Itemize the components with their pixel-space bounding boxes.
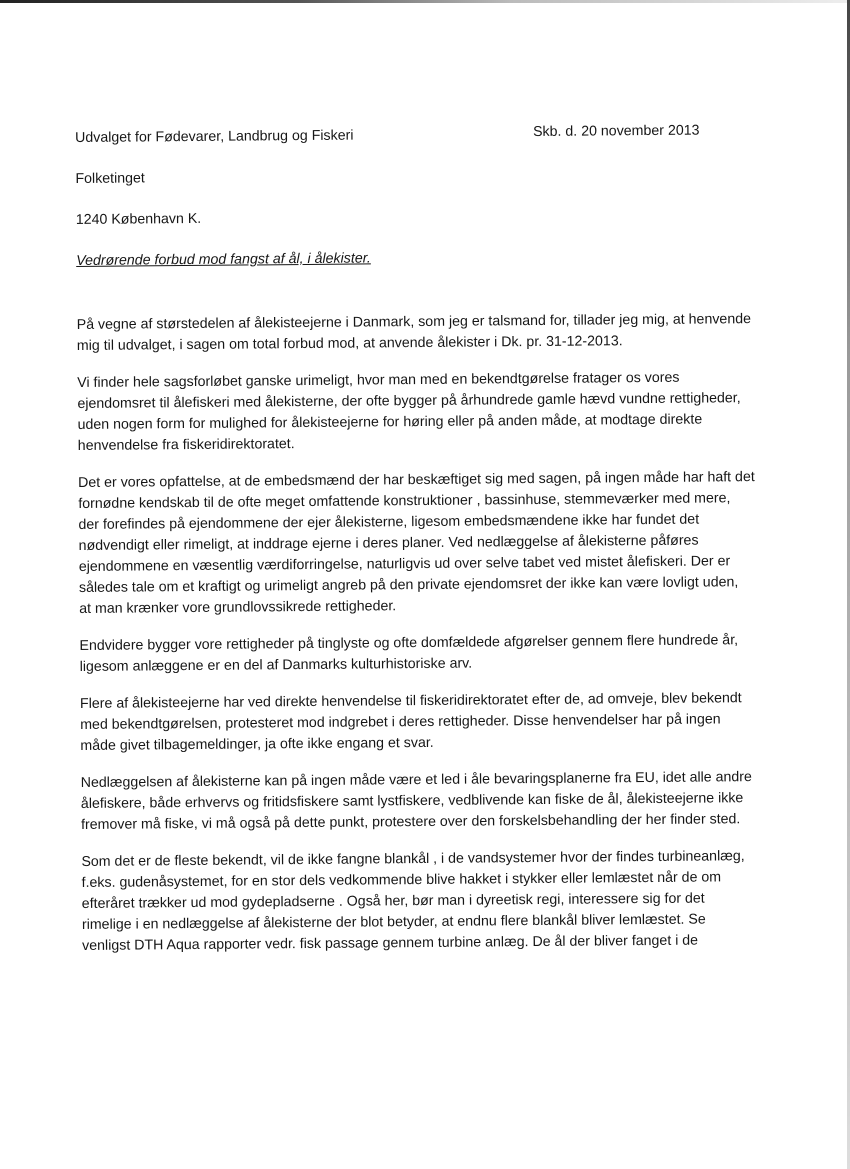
text-line: Som det er de fleste bekendt, vil de ikke fangne blankål , i de vandsystemer hvor der findes turbineanlæg, [81, 848, 745, 870]
text-line: Flere af ålekisteejerne har ved direkte henvendelse til fiskeridirektoratet efter de, ad omveje, blev bekendt [79, 690, 742, 712]
text-line: På vegne af størstedelen af ålekisteejerne i Danmark, som jeg er talsmand for, tillader jeg mig, at henvende [76, 311, 752, 333]
paragraph-4 [79, 630, 779, 678]
paragraph-6 [81, 767, 782, 836]
text-line: således tale om et kraftigt og urimeligt angreb på den private ejendomsret der ikke kan være lovligt uden, [78, 574, 739, 596]
text-line: fornødne kendskab til de ofte meget omfattende konstruktioner , bassinhuse, stemmeværker med mere, [78, 490, 731, 512]
scan-edge-top [0, 0, 850, 3]
paragraph-7 [81, 846, 782, 957]
text-line: rimelige i en nedlæggelse af ålekisterne der blot betyder, at endnu flere blankål bliver lemlæstet. Se [81, 911, 706, 933]
text-line: venligst DTH Aqua rapporter vedr. fisk passage gennem turbine anlæg. De ål der bliver fanget i de [82, 932, 699, 954]
text-line: fremover må fiske, vi må også på dette punkt, protestere over den forskelsbehandling der her finder sted. [81, 811, 741, 833]
letter-date: Skb. d. 20 november 2013 [532, 122, 700, 141]
recipient-committee: Udvalget for Fødevarer, Landbrug og Fiskeri [75, 127, 354, 146]
letter-subject: Vedrørende forbud mod fangst af ål, i ålekister. [76, 250, 371, 269]
text-line: ligesom anlæggene er en del af Danmarks kulturhistoriske arv. [79, 655, 473, 675]
recipient-address: 1240 København K. [75, 210, 202, 228]
paragraph-2 [77, 367, 778, 457]
text-line: Vi finder hele sagsforløbet ganske urimeligt, hvor man med en bekendtgørelse fratager os vores [77, 369, 680, 391]
text-line: måde givet tilbagemeldinger, ja ofte ikke engang et svar. [80, 734, 434, 754]
recipient-institution: Folketinget [75, 170, 145, 187]
text-line: efteråret trækker ud mod gydepladserne . Også her, bør man i dyreetisk regi, interessere sig for det [81, 890, 705, 912]
paragraph-5 [80, 688, 781, 757]
paragraph-1 [77, 309, 777, 357]
text-line: der forefindes på ejendommene der ejer ålekisterne, ligesom embedsmændene ikke har fundet det [78, 511, 700, 533]
text-line: Det er vores opfattelse, at de embedsmænd der har beskæftiget sig med sagen, på ingen måde har haft det [78, 469, 755, 491]
text-line: ejendommene en væsentlig værdiforringelse, naturligvis ud over selve tabet ved mistet ålefiskeri. Der er [78, 553, 731, 575]
letter-header [75, 122, 775, 149]
text-line: mig til udvalget, i sagen om total forbud mod, at anvende ålekister i Dk. pr. 31-12-2013. [76, 333, 623, 354]
text-line: Nedlæggelsen af ålekisterne kan på ingen måde være et led i åle bevaringsplanerne fra EU, idet alle andre [80, 769, 752, 791]
text-line: uden nogen form for mulighed for ålekisteejerne for høring eller på anden måde, at modtage direkte [77, 411, 703, 433]
text-line: Endvidere bygger vore rettigheder på tinglyste og ofte domfældede afgørelser gennem flere hundrede år, [79, 632, 739, 654]
text-line: f.eks. gudenåsystemet, for en stor dels vedkommende blive hakket i stykker eller lemlæstet når de om [81, 869, 722, 891]
text-line: nødvendigt eller rimeligt, at inddrage ejerne i deres planer. Ved nedlæggelse af ålekisterne påføres [78, 532, 699, 554]
paragraph-3 [78, 467, 779, 620]
text-line: ålefiskere, både erhvervs og fritidsfiskere samt lystfiskere, vedblivende kan fiske de ål, ålekisteejerne ikke [80, 790, 744, 812]
text-line: ejendomsret til ålefiskeri med ålekisterne, der ofte bygger på århundrede gamle hævd vundne rettigheder, [77, 390, 741, 412]
letter-page [75, 122, 782, 957]
text-line: at man krænker vore grundlovssikrede rettigheder. [79, 598, 397, 617]
text-line: med bekendtgørelsen, protesteret mod indgrebet i deres rettigheder. Disse henvendelser har på ingen [80, 711, 721, 733]
text-line: henvendelse fra fiskeridirektoratet. [77, 436, 295, 454]
